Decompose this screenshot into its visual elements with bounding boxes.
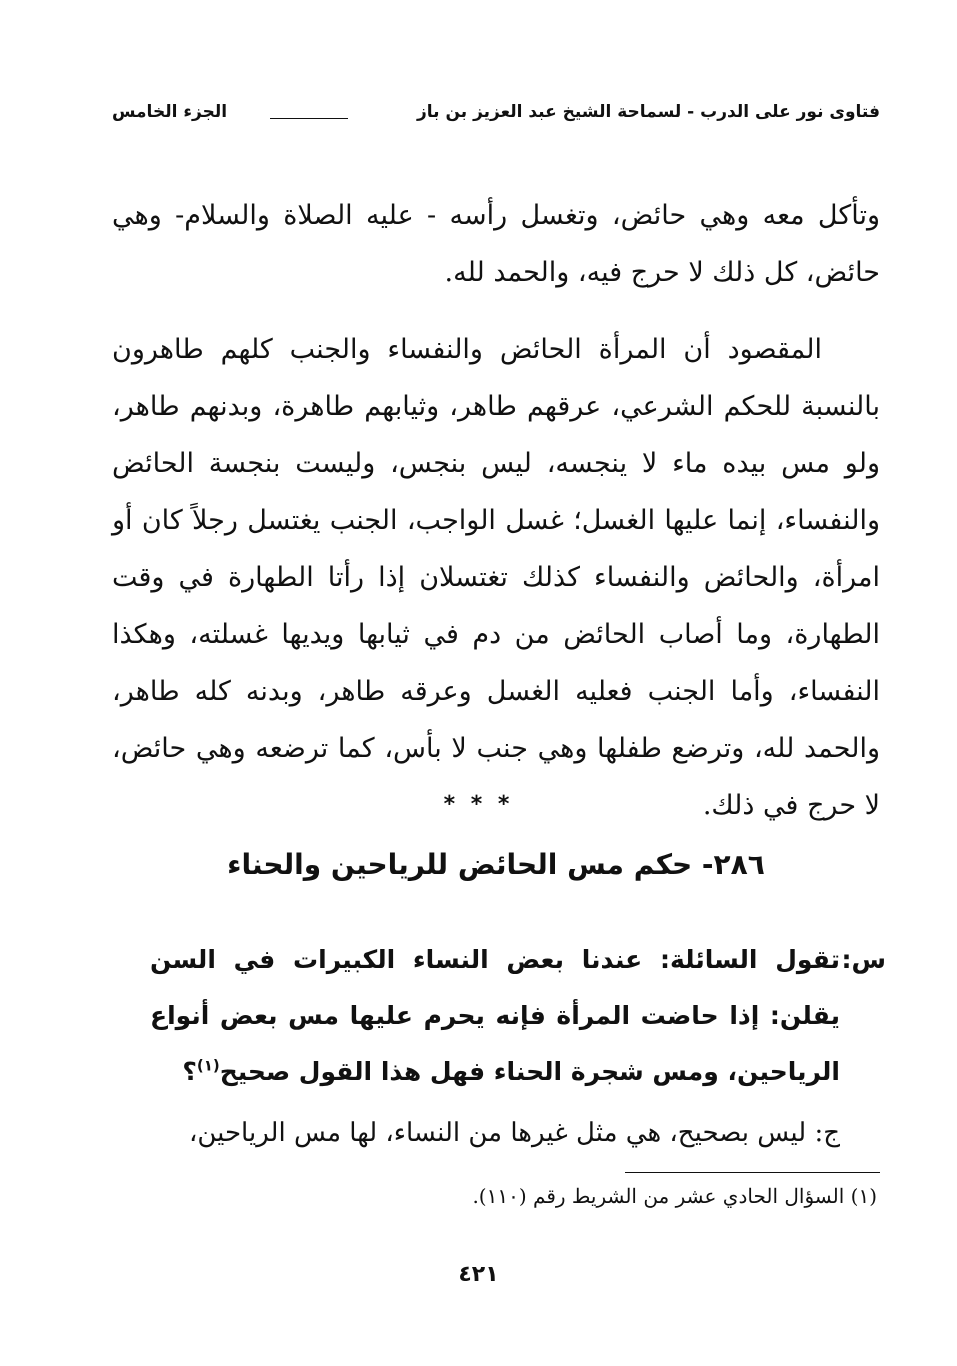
question-block: [150, 932, 886, 1100]
answer-text: ليس بصحيح، هي مثل غيرها من النساء، لها مس الرياحين،: [188, 1118, 807, 1148]
question-text: تقول السائلة: عندنا بعض النساء الكبيرات في السن يقلن: إذا حاضت المرأة فإنه يحرم عليها مس بعض أنواع الرياحين، ومس شجرة الحناء فهل هذا القول صحيح: [150, 945, 840, 1086]
paragraph-2: المقصود أن المرأة الحائض والنفساء والجنب كلهم طاهرون بالنسبة للحكم الشرعي، عرقهم طاهر، وثيابهم طاهرة، وبدنهم طاهر، ولو مس بيده ماء لا ينجسه، ليس بنجس، وليست بنجسة الحائض والنفساء، إنما عليها الغسل؛ غسل الواجب، الجنب يغتسل رجلاً كان أو امرأة، والحائض والنفساء كذلك تغتسلان إذا رأتا الطهارة في وقت الطهارة، وما أصاب الحائض من دم في ثيابها ويديها غسلته، وهكذا النفساء، وأما الجنب فعليه الغسل وعرقه طاهر، وبدنه كله طاهر، والحمد لله، وترضع طفلها وهي جنب لا بأس، كما ترضعه وهي حائض، لا حرج في ذلك.: [112, 334, 880, 821]
footnote-rule: [625, 1172, 880, 1173]
section-title: ٢٨٦- حكم مس الحائض للرياحين والحناء: [227, 848, 765, 881]
question-end-mark: ؟: [182, 1057, 197, 1086]
footnote: (١) السؤال الحادي عشر من الشريط رقم (١١٠).: [472, 1184, 877, 1208]
running-header: [112, 98, 880, 132]
footnote-reference[interactable]: (١): [196, 1056, 220, 1075]
answer-block: [112, 1110, 840, 1156]
header-series-title: فتاوى نور على الدرب - لسماحة الشيخ عبد العزيز بن باز: [417, 102, 880, 122]
answer-marker: ج:: [814, 1118, 840, 1148]
question-marker: س:: [841, 945, 886, 974]
page-number: ٤٢١: [458, 1262, 499, 1287]
header-rule: [270, 118, 348, 119]
paragraph-1: وتأكل معه وهي حائض، وتغسل رأسه - عليه الصلاة والسلام- وهي حائض، كل ذلك لا حرج فيه، والحمد لله.: [112, 200, 880, 288]
section-separator: * * *: [443, 792, 514, 817]
header-part-title: الجزء الخامس: [112, 102, 228, 122]
